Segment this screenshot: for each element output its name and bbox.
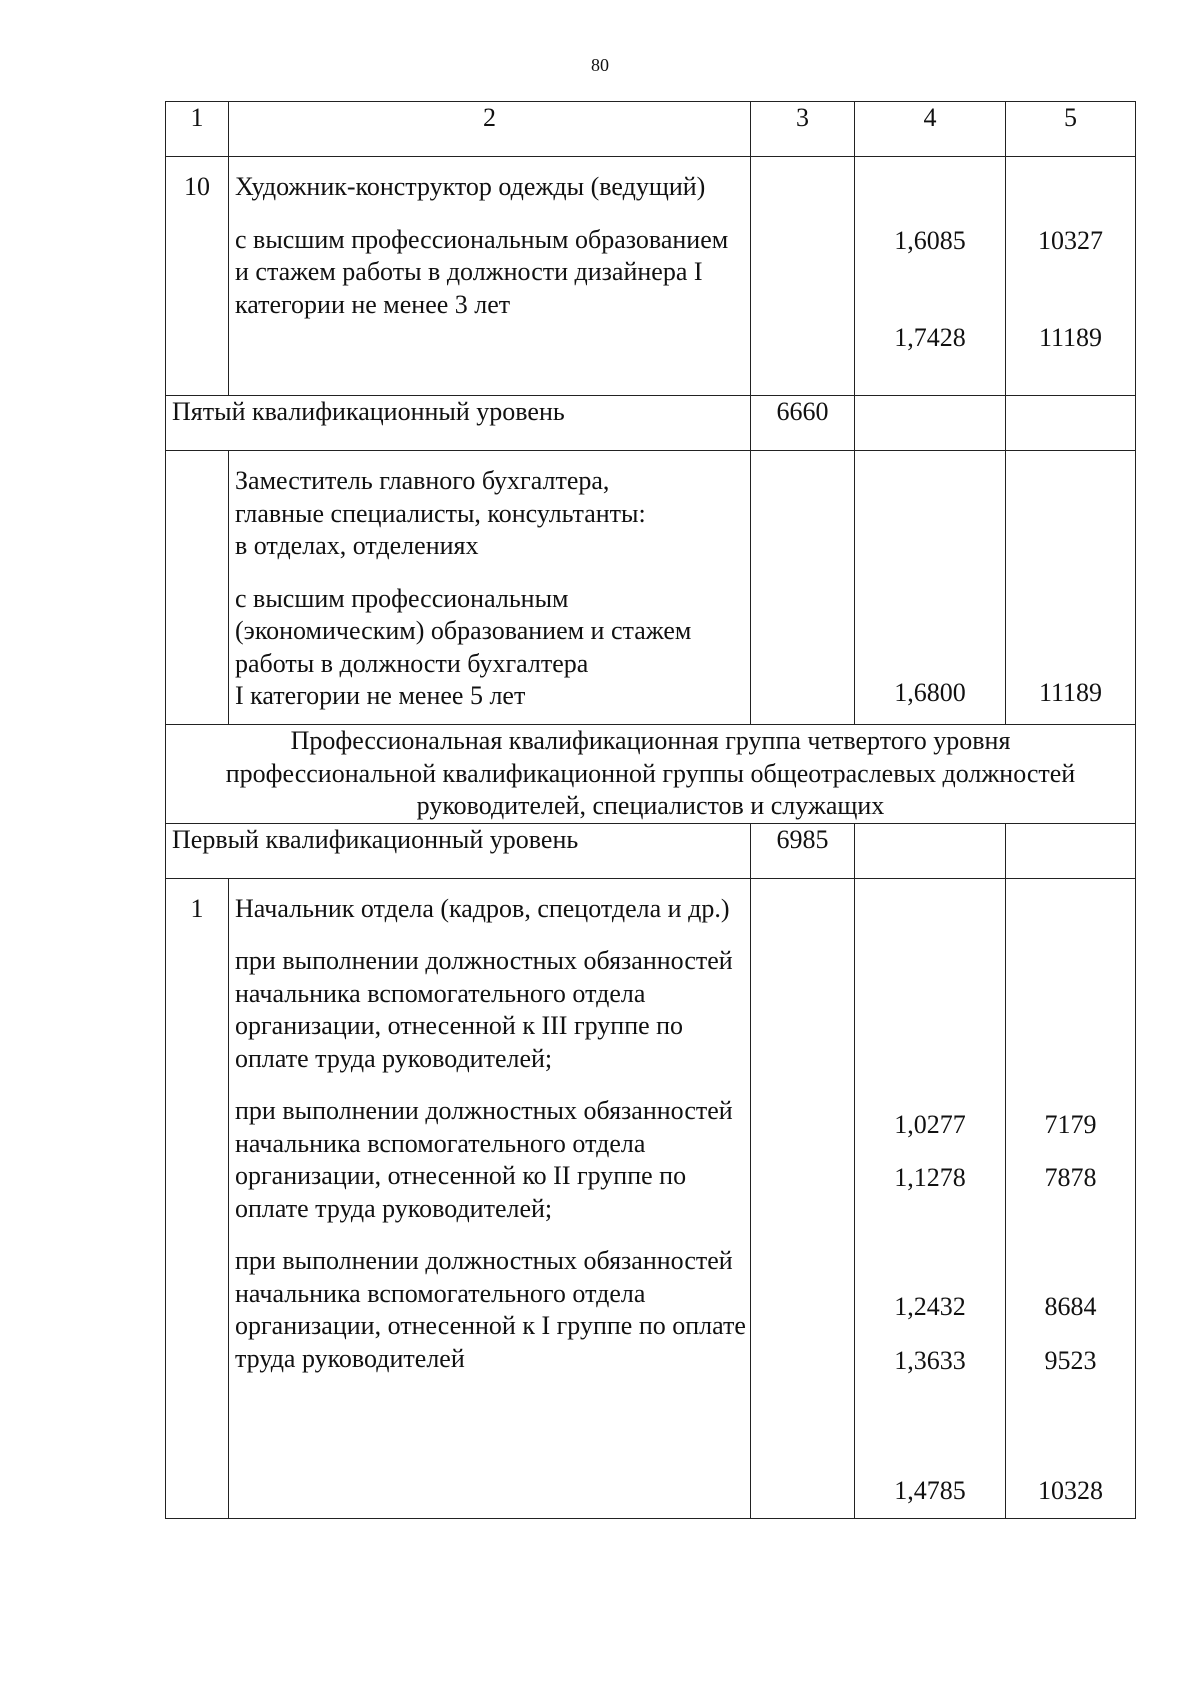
salary-value: 10327 — [1038, 226, 1103, 255]
base-salary-value: 6985 — [751, 823, 855, 878]
salary-value: 10328 — [1038, 1475, 1103, 1505]
empty-cell — [855, 823, 1006, 878]
position-condition: при выполнении должностных обязанностей начальника вспомогательного отдела организации, отнесенной к I группе по оплате труда руководителей — [235, 1246, 746, 1373]
table-row — [166, 157, 1136, 396]
group-heading-line: руководителей, специалистов и служащих — [416, 791, 885, 820]
coefficient-value: 1,0277 — [894, 1109, 966, 1139]
qualification-level-row — [166, 396, 1136, 451]
position-title: Заместитель главного бухгалтера, главные специалисты, консультанты: в отделах, отделениях — [235, 466, 646, 560]
header-cell: 2 — [229, 102, 751, 157]
position-cell — [229, 157, 751, 396]
qualification-level-label: Первый квалификационный уровень — [166, 823, 751, 878]
empty-cell — [751, 451, 855, 725]
salary-value: 11189 — [1038, 678, 1103, 707]
coefficient-value: 1,4785 — [894, 1475, 966, 1505]
base-salary-value: 6660 — [751, 396, 855, 451]
salary-value: 8684 — [1044, 1291, 1097, 1321]
header-cell: 1 — [166, 102, 229, 157]
coefficient-value: 1,6085 — [894, 226, 966, 255]
empty-cell — [1006, 823, 1136, 878]
row-number-cell — [166, 157, 229, 396]
salary-cell — [1006, 451, 1136, 725]
header-cell: 3 — [751, 102, 855, 157]
position-condition: с высшим профессиональным (экономическим) образованием и стажем работы в должности бухгалтера I категории не менее 5 лет — [235, 583, 692, 710]
row-number-cell — [166, 878, 229, 1518]
empty-cell — [855, 396, 1006, 451]
salary-value: 9523 — [1044, 1345, 1097, 1375]
coefficient-cell — [855, 451, 1006, 725]
salary-cell — [1006, 878, 1136, 1518]
header-cell: 5 — [1006, 102, 1136, 157]
qualification-level-label: Пятый квалификационный уровень — [166, 396, 751, 451]
group-heading-line: Профессиональная квалификационная группа четвертого уровня — [290, 726, 1011, 755]
empty-cell — [751, 878, 855, 1518]
salary-value: 7878 — [1044, 1162, 1097, 1192]
salary-table — [165, 101, 1136, 1519]
table-row — [166, 451, 1136, 725]
table-row — [166, 878, 1136, 1518]
header-cell: 4 — [855, 102, 1006, 157]
salary-cell — [1006, 157, 1136, 396]
position-condition: с высшим профессиональным образованием и стажем работы в должности дизайнера I категории не менее 3 лет — [235, 224, 729, 319]
row-number: 1 — [190, 893, 204, 923]
coefficient-value: 1,2432 — [894, 1291, 966, 1321]
coefficient-cell — [855, 878, 1006, 1518]
coefficient-value: 1,1278 — [894, 1162, 966, 1192]
position-title: Художник-конструктор одежды (ведущий) — [235, 172, 706, 201]
empty-cell — [751, 157, 855, 396]
coefficient-value: 1,3633 — [894, 1345, 966, 1375]
position-title: Начальник отдела (кадров, спецотдела и др.) — [235, 893, 730, 923]
group-heading — [166, 725, 1136, 824]
empty-cell — [166, 451, 229, 725]
group-heading-row — [166, 725, 1136, 824]
coefficient-value: 1,6800 — [894, 678, 966, 707]
position-condition: при выполнении должностных обязанностей начальника вспомогательного отдела организации, отнесенной к III группе по оплате труда руководителей; — [235, 946, 733, 1073]
position-condition: при выполнении должностных обязанностей начальника вспомогательного отдела организации, отнесенной ко II группе по оплате труда руководителей; — [235, 1096, 733, 1223]
row-number: 10 — [184, 172, 210, 201]
empty-cell — [1006, 396, 1136, 451]
page-number: 80 — [591, 55, 609, 75]
header-row — [166, 102, 1136, 157]
qualification-level-row — [166, 823, 1136, 878]
coefficient-cell — [855, 157, 1006, 396]
position-cell — [229, 451, 751, 725]
salary-value: 11189 — [1038, 323, 1103, 352]
salary-value: 7179 — [1044, 1109, 1097, 1139]
coefficient-value: 1,7428 — [894, 323, 966, 352]
group-heading-line: профессиональной квалификационной группы общеотраслевых должностей — [225, 758, 1076, 788]
position-cell — [229, 878, 751, 1518]
